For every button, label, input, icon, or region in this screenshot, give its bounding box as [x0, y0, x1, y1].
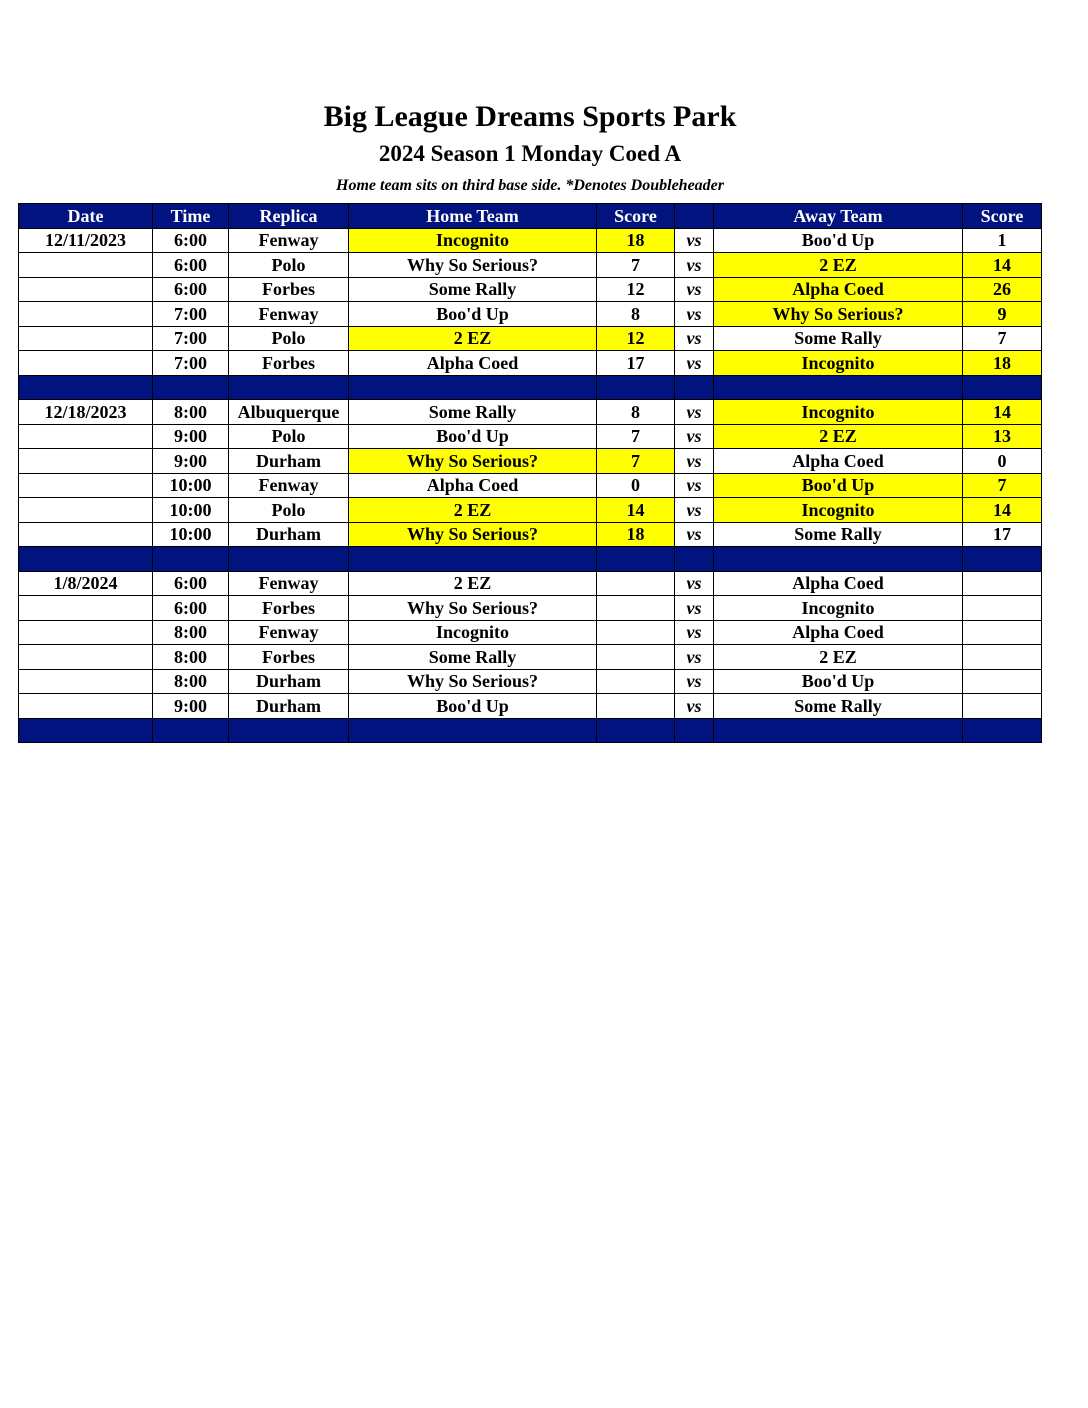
- replica-cell: Fenway: [229, 302, 349, 327]
- away-score-cell: [963, 620, 1042, 645]
- date-cell: [19, 473, 153, 498]
- separator-cell: [229, 375, 349, 400]
- table-row: [19, 228, 1042, 253]
- time-cell: 8:00: [153, 400, 229, 425]
- replica-cell: Forbes: [229, 645, 349, 670]
- home-score-cell: 8: [597, 400, 675, 425]
- home-score-cell: 17: [597, 351, 675, 376]
- home-team-cell: Incognito: [349, 228, 597, 253]
- replica-cell: Fenway: [229, 571, 349, 596]
- home-score-cell: 8: [597, 302, 675, 327]
- table-row: [19, 694, 1042, 719]
- away-team-cell: Incognito: [714, 400, 963, 425]
- away-team-cell: 2 EZ: [714, 253, 963, 278]
- separator-cell: [597, 375, 675, 400]
- page-note: Home team sits on third base side. *Denotes Doubleheader: [336, 177, 724, 194]
- home-team-cell: Alpha Coed: [349, 351, 597, 376]
- schedule-body: [19, 228, 1042, 743]
- col-header-away-score: Score: [963, 204, 1042, 229]
- time-cell: 6:00: [153, 571, 229, 596]
- home-score-cell: [597, 571, 675, 596]
- home-team-cell: Boo'd Up: [349, 302, 597, 327]
- separator-cell: [153, 547, 229, 572]
- replica-cell: Polo: [229, 253, 349, 278]
- home-score-cell: [597, 645, 675, 670]
- vs-cell: vs: [675, 228, 714, 253]
- away-team-cell: Incognito: [714, 498, 963, 523]
- table-row: [19, 253, 1042, 278]
- away-team-cell: 2 EZ: [714, 645, 963, 670]
- time-cell: 8:00: [153, 645, 229, 670]
- table-row: [19, 473, 1042, 498]
- vs-cell: vs: [675, 571, 714, 596]
- replica-cell: Durham: [229, 522, 349, 547]
- separator-cell: [963, 375, 1042, 400]
- time-cell: 7:00: [153, 351, 229, 376]
- home-score-cell: [597, 620, 675, 645]
- replica-cell: Durham: [229, 669, 349, 694]
- away-score-cell: 26: [963, 277, 1042, 302]
- time-cell: 9:00: [153, 424, 229, 449]
- group-separator-row: [19, 718, 1042, 743]
- home-team-cell: Why So Serious?: [349, 522, 597, 547]
- replica-cell: Fenway: [229, 473, 349, 498]
- separator-cell: [19, 718, 153, 743]
- home-team-cell: Some Rally: [349, 400, 597, 425]
- table-row: [19, 669, 1042, 694]
- date-cell: [19, 596, 153, 621]
- time-cell: 9:00: [153, 449, 229, 474]
- home-score-cell: 18: [597, 228, 675, 253]
- time-cell: 7:00: [153, 302, 229, 327]
- table-row: [19, 498, 1042, 523]
- vs-cell: vs: [675, 302, 714, 327]
- replica-cell: Polo: [229, 424, 349, 449]
- vs-cell: vs: [675, 669, 714, 694]
- separator-cell: [349, 718, 597, 743]
- col-header-vs: [675, 204, 714, 229]
- date-cell: [19, 669, 153, 694]
- date-cell: [19, 645, 153, 670]
- home-team-cell: 2 EZ: [349, 498, 597, 523]
- page-title: Big League Dreams Sports Park: [323, 100, 737, 133]
- separator-cell: [675, 718, 714, 743]
- col-header-home-team: Home Team: [349, 204, 597, 229]
- home-score-cell: [597, 694, 675, 719]
- separator-cell: [597, 718, 675, 743]
- replica-cell: Durham: [229, 694, 349, 719]
- separator-cell: [714, 547, 963, 572]
- group-separator-row: [19, 375, 1042, 400]
- date-cell: [19, 302, 153, 327]
- date-cell: 12/18/2023: [19, 400, 153, 425]
- away-score-cell: 14: [963, 400, 1042, 425]
- separator-cell: [153, 718, 229, 743]
- col-header-replica: Replica: [229, 204, 349, 229]
- table-row: [19, 277, 1042, 302]
- vs-cell: vs: [675, 498, 714, 523]
- home-team-cell: Why So Serious?: [349, 449, 597, 474]
- vs-cell: vs: [675, 522, 714, 547]
- table-row: [19, 620, 1042, 645]
- time-cell: 6:00: [153, 277, 229, 302]
- home-team-cell: 2 EZ: [349, 571, 597, 596]
- away-score-cell: [963, 694, 1042, 719]
- vs-cell: vs: [675, 449, 714, 474]
- away-score-cell: 7: [963, 473, 1042, 498]
- date-cell: [19, 522, 153, 547]
- separator-cell: [19, 375, 153, 400]
- separator-cell: [153, 375, 229, 400]
- date-cell: [19, 694, 153, 719]
- separator-cell: [19, 547, 153, 572]
- away-team-cell: 2 EZ: [714, 424, 963, 449]
- replica-cell: Durham: [229, 449, 349, 474]
- replica-cell: Forbes: [229, 277, 349, 302]
- separator-cell: [675, 547, 714, 572]
- vs-cell: vs: [675, 326, 714, 351]
- col-header-time: Time: [153, 204, 229, 229]
- home-team-cell: Boo'd Up: [349, 424, 597, 449]
- separator-cell: [229, 547, 349, 572]
- away-team-cell: Alpha Coed: [714, 449, 963, 474]
- home-score-cell: 7: [597, 449, 675, 474]
- vs-cell: vs: [675, 596, 714, 621]
- col-header-home-score: Score: [597, 204, 675, 229]
- date-cell: [19, 620, 153, 645]
- separator-cell: [349, 375, 597, 400]
- replica-cell: Forbes: [229, 351, 349, 376]
- home-score-cell: 7: [597, 253, 675, 278]
- time-cell: 9:00: [153, 694, 229, 719]
- col-header-away-team: Away Team: [714, 204, 963, 229]
- date-cell: [19, 253, 153, 278]
- separator-cell: [675, 375, 714, 400]
- home-score-cell: 12: [597, 326, 675, 351]
- time-cell: 6:00: [153, 253, 229, 278]
- away-team-cell: Alpha Coed: [714, 277, 963, 302]
- vs-cell: vs: [675, 253, 714, 278]
- home-score-cell: 0: [597, 473, 675, 498]
- away-score-cell: 17: [963, 522, 1042, 547]
- home-score-cell: 7: [597, 424, 675, 449]
- schedule-table: [18, 203, 1042, 743]
- time-cell: 10:00: [153, 473, 229, 498]
- vs-cell: vs: [675, 400, 714, 425]
- separator-cell: [229, 718, 349, 743]
- away-score-cell: 0: [963, 449, 1042, 474]
- away-score-cell: [963, 571, 1042, 596]
- home-team-cell: Some Rally: [349, 277, 597, 302]
- away-score-cell: 9: [963, 302, 1042, 327]
- vs-cell: vs: [675, 620, 714, 645]
- away-team-cell: Incognito: [714, 596, 963, 621]
- time-cell: 7:00: [153, 326, 229, 351]
- table-row: [19, 645, 1042, 670]
- date-cell: [19, 351, 153, 376]
- vs-cell: vs: [675, 473, 714, 498]
- away-team-cell: Why So Serious?: [714, 302, 963, 327]
- table-row: [19, 449, 1042, 474]
- vs-cell: vs: [675, 694, 714, 719]
- table-row: [19, 400, 1042, 425]
- table-row: [19, 571, 1042, 596]
- table-row: [19, 351, 1042, 376]
- replica-cell: Albuquerque: [229, 400, 349, 425]
- replica-cell: Forbes: [229, 596, 349, 621]
- away-score-cell: [963, 596, 1042, 621]
- home-score-cell: [597, 669, 675, 694]
- date-cell: [19, 424, 153, 449]
- away-team-cell: Incognito: [714, 351, 963, 376]
- separator-cell: [597, 547, 675, 572]
- replica-cell: Fenway: [229, 620, 349, 645]
- table-row: [19, 424, 1042, 449]
- home-team-cell: Alpha Coed: [349, 473, 597, 498]
- away-score-cell: 18: [963, 351, 1042, 376]
- date-cell: [19, 498, 153, 523]
- vs-cell: vs: [675, 645, 714, 670]
- separator-cell: [714, 375, 963, 400]
- date-cell: 12/11/2023: [19, 228, 153, 253]
- away-team-cell: Alpha Coed: [714, 571, 963, 596]
- replica-cell: Polo: [229, 498, 349, 523]
- away-team-cell: Boo'd Up: [714, 669, 963, 694]
- away-score-cell: 13: [963, 424, 1042, 449]
- away-team-cell: Alpha Coed: [714, 620, 963, 645]
- date-cell: [19, 277, 153, 302]
- away-team-cell: Some Rally: [714, 326, 963, 351]
- time-cell: 10:00: [153, 522, 229, 547]
- replica-cell: Polo: [229, 326, 349, 351]
- replica-cell: Fenway: [229, 228, 349, 253]
- home-team-cell: Incognito: [349, 620, 597, 645]
- time-cell: 8:00: [153, 669, 229, 694]
- home-team-cell: Why So Serious?: [349, 596, 597, 621]
- time-cell: 10:00: [153, 498, 229, 523]
- away-team-cell: Boo'd Up: [714, 473, 963, 498]
- vs-cell: vs: [675, 351, 714, 376]
- away-team-cell: Boo'd Up: [714, 228, 963, 253]
- away-team-cell: Some Rally: [714, 694, 963, 719]
- home-team-cell: Why So Serious?: [349, 253, 597, 278]
- separator-cell: [963, 718, 1042, 743]
- group-separator-row: [19, 547, 1042, 572]
- home-score-cell: [597, 596, 675, 621]
- away-score-cell: 14: [963, 253, 1042, 278]
- home-team-cell: Why So Serious?: [349, 669, 597, 694]
- table-row: [19, 326, 1042, 351]
- col-header-date: Date: [19, 204, 153, 229]
- page-subtitle: 2024 Season 1 Monday Coed A: [378, 141, 682, 166]
- home-score-cell: 14: [597, 498, 675, 523]
- home-score-cell: 18: [597, 522, 675, 547]
- table-row: [19, 522, 1042, 547]
- time-cell: 8:00: [153, 620, 229, 645]
- separator-cell: [963, 547, 1042, 572]
- away-score-cell: 7: [963, 326, 1042, 351]
- date-cell: [19, 449, 153, 474]
- home-team-cell: Boo'd Up: [349, 694, 597, 719]
- table-row: [19, 596, 1042, 621]
- separator-cell: [714, 718, 963, 743]
- away-score-cell: [963, 669, 1042, 694]
- away-team-cell: Some Rally: [714, 522, 963, 547]
- home-team-cell: 2 EZ: [349, 326, 597, 351]
- separator-cell: [349, 547, 597, 572]
- header-row: [19, 204, 1042, 229]
- date-cell: [19, 326, 153, 351]
- vs-cell: vs: [675, 424, 714, 449]
- time-cell: 6:00: [153, 596, 229, 621]
- away-score-cell: [963, 645, 1042, 670]
- vs-cell: vs: [675, 277, 714, 302]
- table-row: [19, 302, 1042, 327]
- home-score-cell: 12: [597, 277, 675, 302]
- away-score-cell: 14: [963, 498, 1042, 523]
- home-team-cell: Some Rally: [349, 645, 597, 670]
- date-cell: 1/8/2024: [19, 571, 153, 596]
- time-cell: 6:00: [153, 228, 229, 253]
- away-score-cell: 1: [963, 228, 1042, 253]
